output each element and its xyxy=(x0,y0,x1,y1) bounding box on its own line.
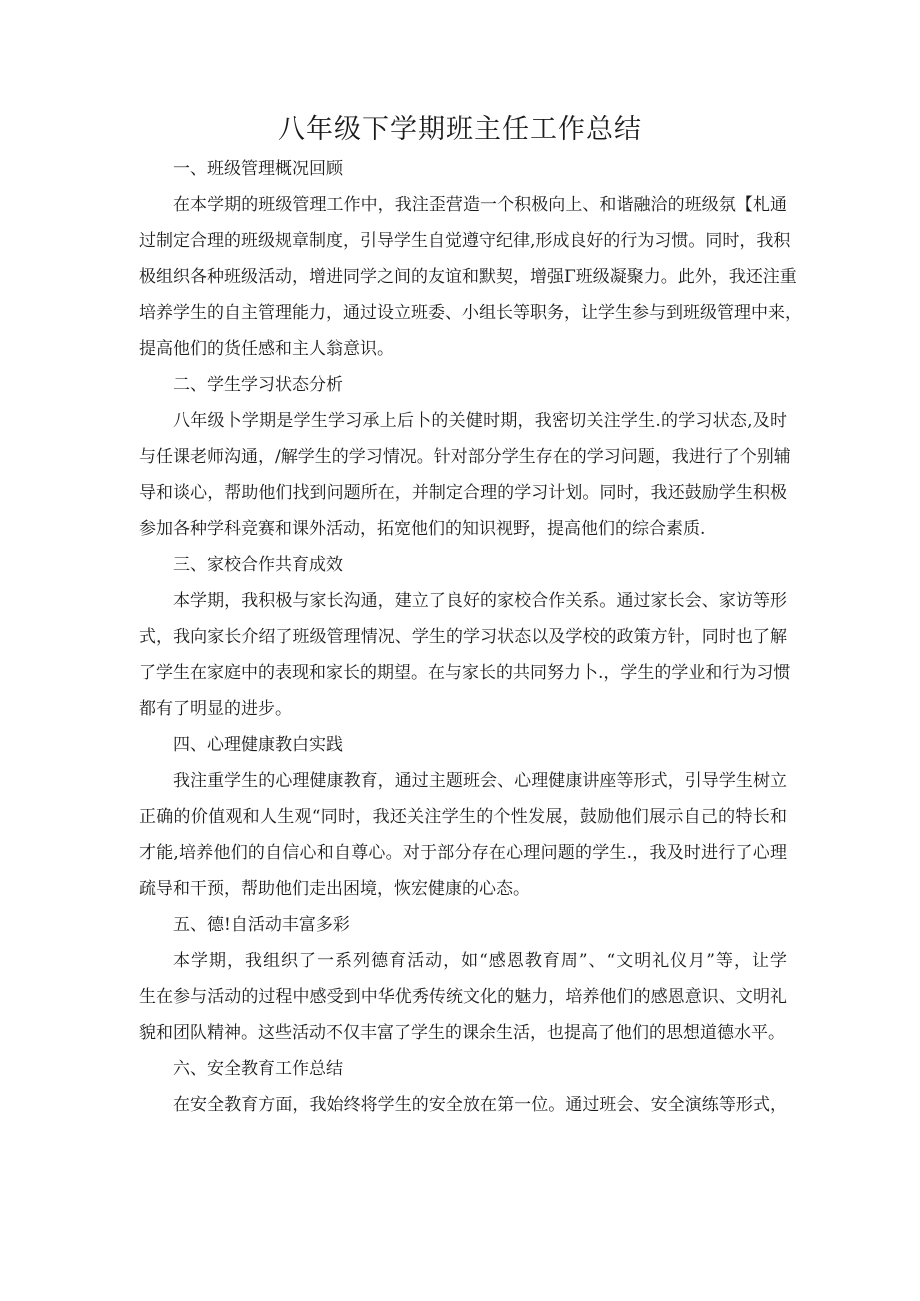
paragraph-line: 导和谈心，帮助他们找到问题所在，并制定合理的学习计划。同时，我还鼓励学生积极 xyxy=(139,483,787,503)
paragraph-line: 过制定合理的班级规章制度，引导学生自觉遵守纪律,形成良好的行为习惯。同时，我积 xyxy=(139,231,791,251)
document-title: 八年级下学期班主任工作总结 xyxy=(278,114,642,145)
section-heading: 一、班级管理概况回顾 xyxy=(173,159,343,179)
paragraph-line: 参加各种学科竞赛和课外活动，拓宽他们的知识视野，提高他们的综合素质. xyxy=(139,519,706,539)
paragraph-line: 疏导和干预，帮助他们走出困境，恢宏健康的心态。 xyxy=(139,879,530,899)
paragraph-line: 生在参与活动的过程中感受到中华优秀传统文化的魅力，培养他们的感恩意识、文明礼 xyxy=(139,987,787,1007)
paragraph-line: 正确的价值观和人生观“同时，我还关注学生的个性发展，鼓励他们展示自己的特长和 xyxy=(139,807,787,827)
paragraph-line: 我注重学生的心理健康教育，通过主题班会、心理健康讲座等形式，引导学生树立 xyxy=(173,771,787,791)
section-heading: 二、学生学习状态分析 xyxy=(173,375,343,395)
paragraph-line: 才能,培养他们的自信心和自尊心。对于部分存在心理问题的学生.，我及时进行了心理 xyxy=(139,843,787,863)
paragraph-line: 极组织各种班级活动，增进同学之间的友谊和默契，增强Γ班级凝聚力。此外，我还注重 xyxy=(139,267,797,287)
paragraph-line: 都有了明显的进步。 xyxy=(139,699,292,719)
paragraph-line: 式，我向家长介绍了班级管理情况、学生的学习状态以及学校的政策方针，同时也了解 xyxy=(139,627,787,647)
paragraph-line: 提高他们的货任感和主人翁意识。 xyxy=(139,339,394,359)
paragraph-line: 了学生在家庭中的表现和家长的期望。在与家长的共同努力卜.，学生的学业和行为习惯 xyxy=(139,663,791,683)
section-heading: 三、家校合作共育成效 xyxy=(173,555,343,575)
section-heading: 六、安全教育工作总结 xyxy=(173,1059,343,1079)
section-heading: 五、德!自活动丰富多彩 xyxy=(173,915,350,935)
paragraph-line: 本学期，我组织了一系列德育活动，如“感恩教育周”、“文明礼仪月”等，让学 xyxy=(173,951,787,971)
paragraph-line: 在本学期的班级管理工作中，我注歪营造一个积极向上、和谐融洽的班级氛【札通 xyxy=(173,195,787,215)
paragraph-line: 貌和团队精神。这些活动不仅丰富了学生的课余生活，也提高了他们的思想道德水平。 xyxy=(139,1023,785,1043)
paragraph-line: 八年级卜学期是学生学习承上后卜的关健时期，我密切关注学生.的学习状态,及时 xyxy=(173,411,787,431)
paragraph-line: 与任课老师沟通，/解学生的学习情况。针对部分学生存在的学习问题，我进行了个别辅 xyxy=(139,447,791,467)
paragraph-line: 在安全教育方面，我始终将学生的安全放在第一位。通过班会、安全演练等形式， xyxy=(173,1095,787,1115)
section-heading: 四、心理健康教白实践 xyxy=(173,735,343,755)
paragraph-line: 培养学生的自主管理能力，通过设立班委、小组长等职务，让学生参与到班级管理中来， xyxy=(139,303,802,323)
paragraph-line: 本学期，我积极与家长沟通，建立了良好的家校合作关系。通过家长会、家访等形 xyxy=(173,591,787,611)
